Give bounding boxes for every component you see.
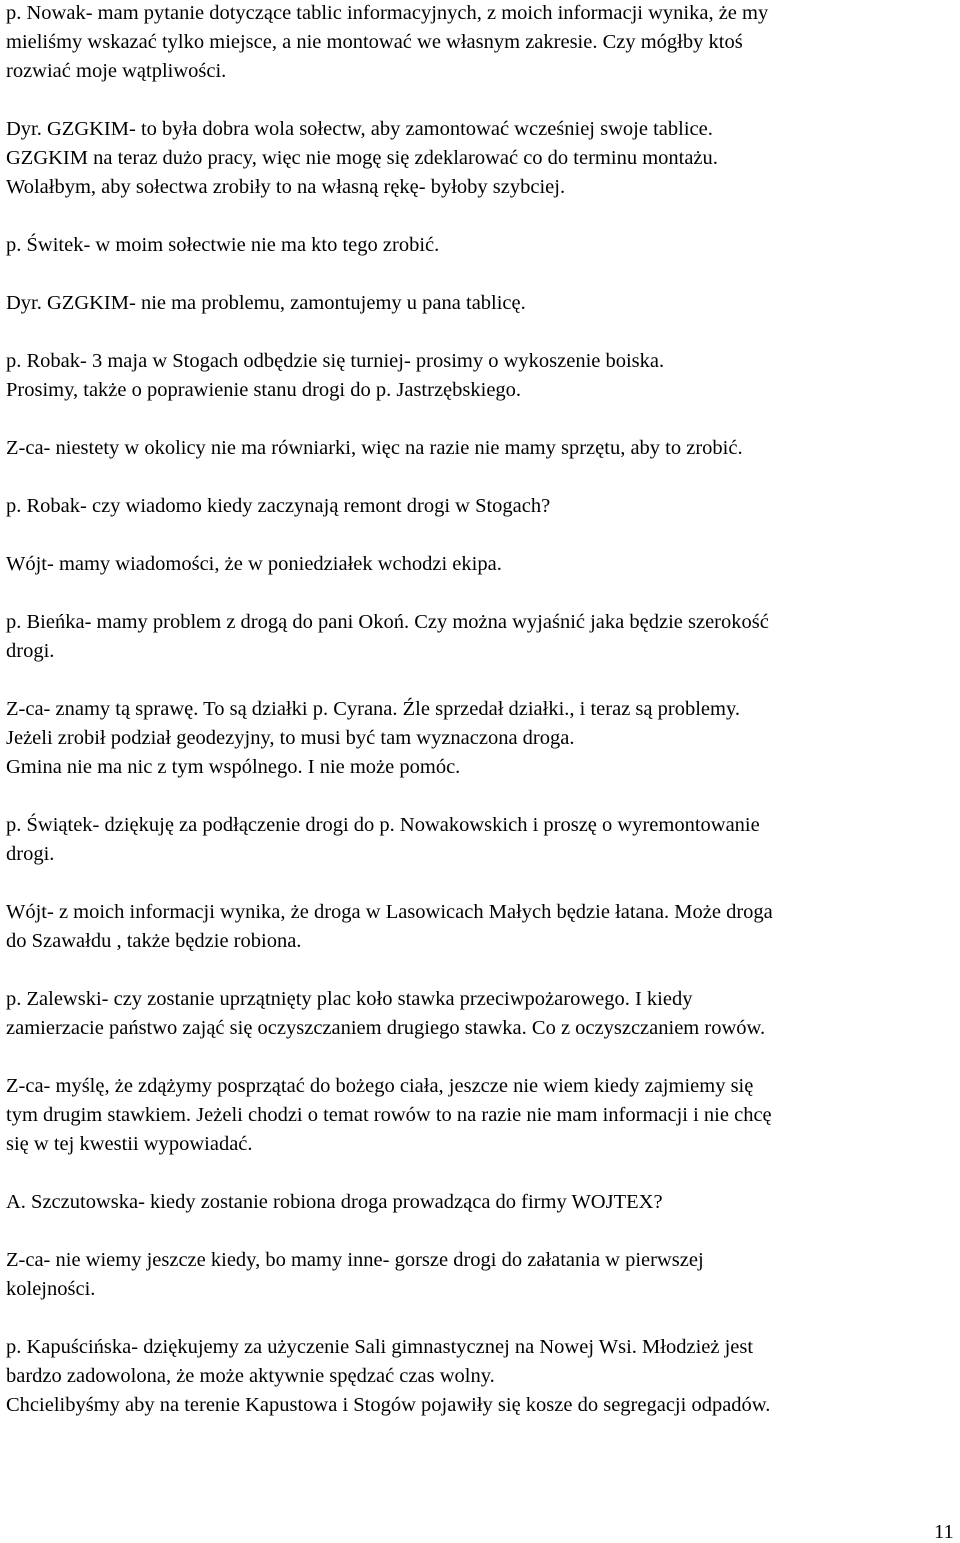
text-line: bardzo zadowolona, że może aktywnie spędzać czas wolny. [6, 1365, 495, 1387]
text-line: rozwiać moje wątpliwości. [6, 60, 227, 82]
text-line: Prosimy, także o poprawienie stanu drogi do p. Jastrzębskiego. [6, 379, 522, 401]
text-line: Wolałbym, aby sołectwa zrobiły to na własną rękę- byłoby szybciej. [6, 176, 566, 198]
text-line: Z-ca- myślę, że zdążymy posprzątać do bożego ciała, jeszcze nie wiem kiedy zajmiemy się [6, 1075, 754, 1097]
text-line: p. Świątek- dziękuję za podłączenie drogi do p. Nowakowskich i proszę o wyremontowanie [6, 814, 760, 836]
text-line: Z-ca- niestety w okolicy nie ma równiarki, więc na razie nie mamy sprzętu, aby to zrobić. [6, 437, 743, 459]
text-line: zamierzacie państwo zająć się oczyszczaniem drugiego stawka. Co z oczyszczaniem rowów. [6, 1017, 766, 1039]
text-line: p. Bieńka- mamy problem z drogą do pani Okoń. Czy można wyjaśnić jaka będzie szerokość [6, 611, 769, 633]
text-line: się w tej kwestii wypowiadać. [6, 1133, 253, 1155]
text-line: Z-ca- znamy tą sprawę. To są działki p. Cyrana. Źle sprzedał działki., i teraz są problemy. [6, 698, 740, 720]
text-line: Z-ca- nie wiemy jeszcze kiedy, bo mamy inne- gorsze drogi do załatania w pierwszej [6, 1249, 704, 1271]
text-line: Gmina nie ma nic z tym wspólnego. I nie może pomóc. [6, 756, 461, 778]
text-line: tym drugim stawkiem. Jeżeli chodzi o temat rowów to na razie nie mam informacji i nie chcę [6, 1104, 772, 1126]
text-line: Chcielibyśmy aby na terenie Kapustowa i Stogów pojawiły się kosze do segregacji odpadów. [6, 1394, 771, 1416]
text-line: Wójt- z moich informacji wynika, że droga w Lasowicach Małych będzie łatana. Może droga [6, 901, 773, 923]
text-line: do Szawałdu , także będzie robiona. [6, 930, 302, 952]
text-line: p. Robak- czy wiadomo kiedy zaczynają remont drogi w Stogach? [6, 495, 551, 517]
text-line: p. Kapuścińska- dziękujemy za użyczenie Sali gimnastycznej na Nowej Wsi. Młodzież jest [6, 1336, 754, 1358]
text-line: Jeżeli zrobił podział geodezyjny, to musi być tam wyznaczona droga. [6, 727, 575, 749]
text-line: Dyr. GZGKIM- to była dobra wola sołectw, aby zamontować wcześniej swoje tablice. [6, 118, 713, 140]
text-line: Wójt- mamy wiadomości, że w poniedziałek wchodzi ekipa. [6, 553, 502, 575]
text-line: p. Robak- 3 maja w Stogach odbędzie się turniej- prosimy o wykoszenie boiska. [6, 350, 665, 372]
text-line: Dyr. GZGKIM- nie ma problemu, zamontujemy u pana tablicę. [6, 292, 526, 314]
text-line: A. Szczutowska- kiedy zostanie robiona droga prowadząca do firmy WOJTEX? [6, 1191, 663, 1213]
text-line: kolejności. [6, 1278, 96, 1300]
text-line: GZGKIM na teraz dużo pracy, więc nie mogę się zdeklarować co do terminu montażu. [6, 147, 718, 169]
text-line: drogi. [6, 640, 55, 662]
text-line: p. Świtek- w moim sołectwie nie ma kto tego zrobić. [6, 234, 440, 256]
page-number: 11 [934, 1521, 954, 1543]
text-line: p. Nowak- mam pytanie dotyczące tablic informacyjnych, z moich informacji wynika, że my [6, 2, 769, 24]
text-line: mieliśmy wskazać tylko miejsce, a nie montować we własnym zakresie. Czy mógłby ktoś [6, 31, 743, 53]
text-line: p. Zalewski- czy zostanie uprzątnięty plac koło stawka przeciwpożarowego. I kiedy [6, 988, 693, 1010]
text-line: drogi. [6, 843, 55, 865]
